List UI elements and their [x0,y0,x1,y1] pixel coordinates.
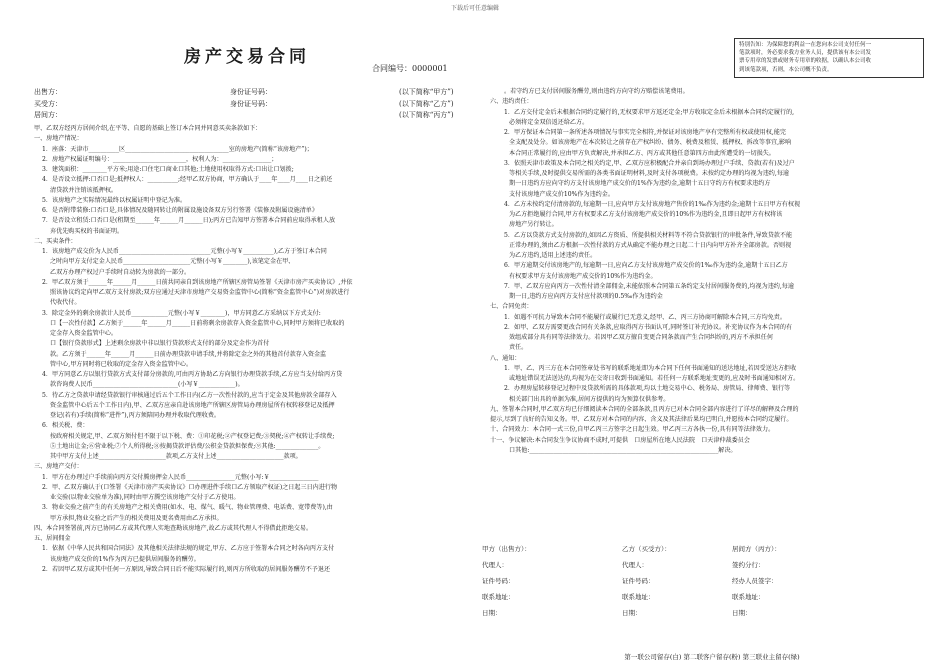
clause-line: 支付该房地产成交价10%作为违约金。 [509,190,614,198]
signature-field-label[interactable]: 经办人员签字： [732,577,778,585]
clause-line: 3．依照天津市政策及本合同之相关约定,甲、乙双方应积极配合并亲自到场办理过户手续、贷款(若有)及过户 [504,159,795,167]
clause-line: 八、通知： [490,354,521,362]
clause-line: 6．是否附带装修:口否口是,具体情况及随同转让的附属设施设备双方另行签署《装修及附属设施清单》 [42,207,318,214]
right-clauses [482,87,942,456]
clause-line: 6．相关税、费： [42,422,89,430]
clause-line: 1．座落：天津市__________区__________________________________室的房地产(简称“该房地产”)； [42,145,313,153]
clause-line: 定金存入资金监管中心。 [50,330,118,337]
clause-line: 4．是否设立抵押:口否口是;抵押权人：__________;经甲乙双方协商，甲方确认于____年____月____日之前还 [42,176,333,184]
clause-line: 3．物业交验之前产生的有关房地产之相关费用(如水、电、煤气、暖气、物业管理费、电话费、宽带费等),由 [42,504,333,512]
clause-line: 2．房地产权属证明编号：________________________，权利人为：________________； [42,155,278,163]
clause-line: 管中心,甲方同时将已收取的定金存入资金监管中心。 [50,360,193,368]
clause-line: 3．除定金外的剩余房款计人民币____________元整(小写￥________)，甲方同意乙方采纳以下方式支付: [42,309,321,317]
party-label: 买受方： [34,99,62,108]
clause-line: 口【银行贷款形式】上述剩余房款中非以银行贷款形式支付的部分及定金作为首付 [50,340,270,348]
party-row-buyer [34,99,494,111]
left-clauses [34,124,494,575]
notice-line: 票专用章的发票或财务专用章的收据，以确认本公司收 [739,58,872,65]
clause-line: 1．该房地产成交价为人民币______________________________元整(小写￥__________),乙方于签订本合同 [42,248,327,255]
signature-field-label[interactable]: 联系地址： [482,593,515,601]
left-column [34,0,494,671]
clause-line: 款咨询费人民币____________________________(小写￥____________)。 [50,381,244,389]
party-row-agent [34,110,494,122]
clause-line: 甲方承担,物业交验之后产生的相关费用及更名费用由乙方承担。 [50,514,223,522]
clause-line: 7．是否设立租赁:口否口是(租期至______年______月______日);丙方已告知甲方签署本合同前应取得承租人放 [42,217,336,225]
clause-line: 1．依据《中华人民共和国合同法》及其他相关法律法规的规定,甲方、乙方应于签署本合同之时各向丙方支付 [42,545,335,553]
clause-line: 1．甲方在办理过户手续前向丙方交付腾房押金人民币________________元整(小写:￥________________ [42,473,319,481]
clause-line: 该房地产成交价的1%作为丙方已提供居间服务的酬劳。 [50,555,200,563]
clause-line: 登记(若有)手续(简称“进件”),丙方须陪同办理并收取代理收费。 [50,412,221,419]
clause-line: 口其他:______________________________________________________________解决。 [509,446,737,454]
clause-line: 一、房地产情况： [34,135,83,143]
notice-line: 到该笔款项，否则，本公司概不负责。 [739,66,833,73]
clause-line: 期一日,违约方应向丙方支付应付款项的0.5‰作为违约金 [509,293,663,300]
clause-line: 本合同正常履行的,应由甲方负责解决,并承担乙方、丙方或其他任意第四方由此所遭受的一切损失。 [509,149,775,157]
clause-line: 相关部门出具的单据为准,居间方提供的均为预算仅供参考。 [509,395,670,403]
signature-field-label[interactable]: 日期： [482,609,502,617]
clause-line: 5．该房地产之实际情况最终以权属证明中登记为准。 [42,196,187,204]
clause-line: 效组成部分具有同等法律效力。若因甲乙双方擅自变更合同条款而产生合同纠纷的,丙方不承担任何 [509,334,773,341]
clause-line: 有权要求甲方支付该房地产成交价的10%作为违约金。 [509,272,657,280]
clause-line: 二、买卖条件： [34,237,77,245]
clause-line: 2．甲方保证本合同第一条所述各项情况与事实完全相符,并保证对该房地产享有完整所有权或使用权,能完 [504,129,786,136]
clause-line: 九、签署本合同时,甲乙双方均已仔细阅读本合同的全部条款,且丙方已对本合同全部内容进行了详尽的解释及合理的 [490,405,799,413]
clause-line: 口【一次性付款】乙方须于______年______月______日前将剩余房款存入资金监管中心,同时甲方须将已收取的 [50,319,345,327]
clause-line: 正常办理的,须由乙方根据一次性付款的方式从确定不能办理之日起二十日内向甲方补齐全部房款。否则视 [509,241,792,249]
clause-line: 4．甲方同意乙方以银行贷款方式支付部分房款的,可由丙方协助乙方向银行办理贷款手续,乙方应当支付给丙方贷 [42,371,343,378]
clause-line: 清贷款并注销该抵押权。 [50,186,118,194]
clause-line: 。若守约方已支付居间服务酬劳,则由违约方向守约方赔偿该笔费用。 [504,88,689,95]
copy-distribution-footer: 第一联公司留存(白) 第二联客户留存(粉) 第三联业主留存(绿) [624,653,800,661]
clause-line: 业交验(以物业交验单为准),同时由甲方腾空该房地产交付于乙方使用。 [50,494,240,501]
clause-line: ⑤土地出让金;⑥营业税;⑦个人所得税;⑧按揭贷款评估费/公积金贷款担保费;⑨其他:______________。 [50,442,325,450]
party-abbr: (以下简称“乙方”) [399,99,454,108]
top-note: 下载后可任意编辑 [450,5,499,12]
clause-line: 为乙方违约,适用上述违约责任。 [509,252,597,259]
clause-line: 2．甲乙双方须于______年______月______日前共同亲自到该房地产所辖区房管局签署《天津市房产买卖协议》,并依 [42,278,353,286]
clause-line: 房地产另行转让。 [509,221,558,229]
signature-row [482,576,942,592]
clause-line: 提示,尽到了良好的告知义务。甲、乙双方对本合同的内容、含义及其法律后果均已明白,并愿按本合同约定履行。 [490,416,793,423]
signature-field-label[interactable]: 甲方（出售方）： [482,545,531,553]
clause-line: 五、居间佣金 [34,535,71,542]
clause-line: 六、违约责任： [490,98,533,106]
clause-line: 1．乙方交付定金后未根据合同约定履行的,无权要求甲方返还定金;甲方收取定金后未根据本合同约定履行的, [504,108,795,116]
notice-line: 特别告知：为保障您的利益一在您向本公司支付任何一 [739,42,872,48]
clause-line: 十一、争议解决:本合同发生争议协商不成时,可提供 口房屋所在地人民法院 口天津仲裁委员会 [490,436,750,444]
clause-line: 款。乙方须于______年______月______日前办理贷款申请手续,并将除定金之外的其他首付款存入资金监 [50,350,327,358]
signature-block [482,544,942,624]
clause-line: 十、合同效力：本合同一式三份,自甲乙丙三方签字之日起生效。甲乙丙三方各执一份,具有同等法律效力。 [490,426,775,434]
clause-line: 照该协议约定向甲乙双方支付房款;双方应通过天津市房地产交易资金监管中心(简称“资金监管中心”)对房款进行 [50,289,350,296]
signature-field-label[interactable]: 乙方（买受方）： [622,545,671,553]
clause-line: 5．乙方以贷款方式支付房款的,如因乙方资质、所提供相关材料等不符合贷款银行的审批条件,导致贷款不能 [504,231,793,239]
party-label: 出售方： [34,88,62,96]
signature-row [482,608,942,624]
document-title: 房产交易合同 [184,47,310,67]
clause-line: 2．办理房屋转移登记过程中及贷款所需的具体款项,均以土地交易中心、税务局、房管局、律师费、银行等 [504,385,791,393]
parties-block [34,87,494,122]
clause-line: 7．甲、乙双方应向丙方一次性付清全部佣金,未能依照本合同第五条约定支付居间服务费的,均视为违约,每逾 [504,282,794,290]
clause-line: 其中甲方支付上述______________________款项,乙方支付上述______________________款项。 [50,453,302,460]
clause-line: 之时向甲方支付定金人民币______________________元整(小写￥________),该笔定金在甲、 [50,258,295,266]
clause-line: 三、房地产交付： [34,463,83,471]
clause-line: 3．建筑面积：________平方米;用途:口住宅口商业口其他;土地使用权取得方式:口出让口划拨; [42,166,294,173]
clause-line: 全支配及处分。如该房地产在本次转让之前存在产权纠纷、债务、税费及租赁、抵押权、拆改等事宜,影响 [509,139,792,147]
party-abbr: (以下简称“丙方”) [399,111,454,119]
clause-line: 代收代付。 [50,299,81,307]
clause-line: 期一日违约方应向守约方支付该房地产成交价的1%作为违约金,逾期十五日守约方有权要求违约方 [509,180,771,188]
signature-row [482,560,942,576]
clause-line: 乙双方办理产权过户手续时自动转为房款的一部分。 [50,268,191,276]
signature-field-label[interactable]: 证件号码： [622,577,655,585]
signature-row [482,544,942,560]
clause-line: 甲、乙双方经丙方居间介绍,在平等、自愿的基础上签订本合同并同意买卖条款如下： [34,125,262,132]
clause-line: 2．如甲、乙双方需要更改合同有关条款,应取得丙方书面认可,同时签订补充协议。补充协议作为本合同的有 [504,323,793,331]
party-id-label: 身份证号码： [230,88,272,96]
clause-line: 为乙方拒绝履行合同,甲方有权要求乙方支付该房地产成交价的10%作为违约金,且即日起甲方有权将该 [509,211,783,218]
clause-line: 必须将定金双倍返还给乙方。 [509,118,589,126]
signature-field-label[interactable]: 联系地址： [622,593,655,601]
clause-line: 弃优先购买权的书面证明。 [50,227,124,235]
clause-line: 1．甲、乙、丙三方在本合同签章处书写的联系地址即为本合同下任何书面通知的送达地址,若因受送达方拒收 [504,364,797,372]
clause-line: 等相关手续,及时提供交易所需的各类书面证明材料,及时支付各项税费。未按约定办理的均视为违约,每逾 [509,170,790,177]
clause-line: 6．甲方逾期交付该房地产的,每逾期一日,应向乙方支付该房地产成交价的1‰作为违约金,逾期十五日乙方 [504,262,788,270]
signature-field-label[interactable]: 签约分行： [732,561,765,569]
party-row-seller [34,87,494,99]
signature-field-label[interactable]: 代理人： [482,561,508,569]
clause-line: 七、合同免责： [490,303,533,311]
signature-field-label[interactable]: 证件号码： [482,577,515,585]
signature-field-label[interactable]: 代理人： [622,561,648,569]
party-id-label: 身份证号码： [230,99,272,108]
signature-field-label[interactable]: 日期： [622,609,642,617]
clause-line: 2．甲、乙双方确认于(口签署《天津市房产买卖协议》口办理进件手续口乙方领取产权证)之日起三日内进行物 [42,483,338,491]
signature-field-label[interactable]: 日期： [732,609,752,617]
signature-row [482,592,942,608]
clause-line: 1．如遇不可抗力导致本合同不能履行或履行已无意义,经甲、乙、丙三方协商可解除本合同,三方均免责。 [504,313,786,321]
clause-line: 责任。 [509,344,528,352]
contract-number: 合同编号：0000001 [372,64,448,73]
clause-line: 或地址错误无法送达的,均视为在交寄日收到书面通知。若任何一方联系地址变更的,应及时书面通知相对方。 [509,375,800,382]
clause-line: 四、本合同签署前,丙方已协同乙方或其代理人实地查勘该房地产,故乙方或其代理人不得借此拒绝交易。 [34,524,313,532]
party-label: 居间方： [34,111,62,119]
notice-line: 笔款项时，务必要求我方业务人员，提供该有本公司发 [739,50,872,57]
party-abbr: (以下简称“甲方”) [399,88,454,96]
clause-line: 资金监管中心后五个工作日内),甲、乙双方应亲自赴该房地产所辖区房管局办理房屋所有权转移登记及抵押 [50,401,335,409]
clause-line: 5．待乙方之贷款申请经贷款银行审核通过后五个工作日内(乙方一次性付款的,应当于定金及其他房款全部存入 [42,391,337,399]
clause-line: 4．乙方未按约定付清房款的,每逾期一日,应向甲方支付该房地产售价的1‰作为违约金;逾期十五日甲方有权视 [504,200,801,208]
clause-line: 2．若因甲乙双方或其中任何一方原因,导致合同日后不能实际履行的,则丙方所收取的居间服务酬劳不予退还 [42,565,331,573]
signature-field-label[interactable]: 联系地址： [732,593,765,601]
signature-field-label[interactable]: 居间方（丙方）： [732,545,781,553]
clause-line: 按政府相关规定,甲、乙双方须付但不限于以下税、费：①印花税;②产权登记费;③契税;④产权转让手续费; [50,432,335,440]
